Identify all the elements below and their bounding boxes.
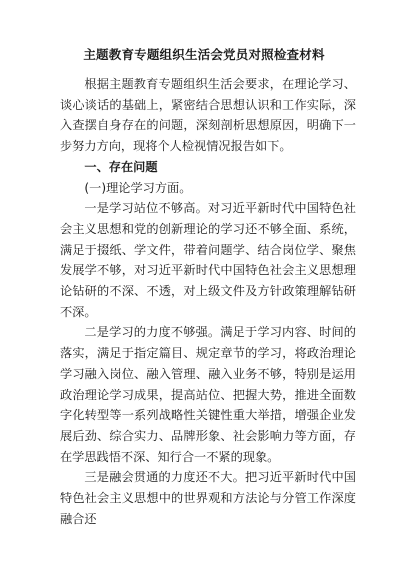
document-body bbox=[60, 74, 356, 529]
body-paragraph-3: 三是融会贯通的力度还不大。把习近平新时代中国特色社会主义思想中的世界观和方法论与分管工作深度融合还 bbox=[60, 470, 356, 526]
body-paragraph-1: 一是学习站位不够高。对习近平新时代中国特色社会主义思想和党的创新理论的学习还不够全面、系统，满足于掇纸、学文件，带着问题学、结合岗位学、聚焦发展学不够，对习近平新时代中国特色社会主义思想理论钻研的不深、不透，对上级文件及方针政策理解钻研不深。 bbox=[60, 201, 356, 319]
body-paragraph-2: 二是学习的力度不够强。满足于学习内容、时间的落实，满足于指定篇目、规定章节的学习，将政治理论学习融入岗位、融入管理、融入业务不够，特别是运用政治理论学习成果，提高站位、把握大势，推进全面数字化转型等一系列战略性关键性重大举措，增强企业发展后劲、综合实力、品牌形象、社会影响力等方面，存在学思践悟不深、知行合一不紧的现象。 bbox=[60, 325, 356, 464]
section-heading: 一、存在问题 bbox=[84, 159, 158, 174]
subsection-heading: (一)理论学习方面。 bbox=[84, 180, 192, 195]
intro-paragraph: 根据主题教育专题组织生活会要求，在理论学习、谈心谈话的基础上，紧密结合思想认识和工作实际，深入查摆自身存在的问题，深刻剖析思想原因，明确下一步努力方向，现将个人检视情况报告如下。 bbox=[60, 77, 356, 154]
document-title: 主题教育专题组织生活会党员对照检查材料 bbox=[83, 47, 325, 62]
